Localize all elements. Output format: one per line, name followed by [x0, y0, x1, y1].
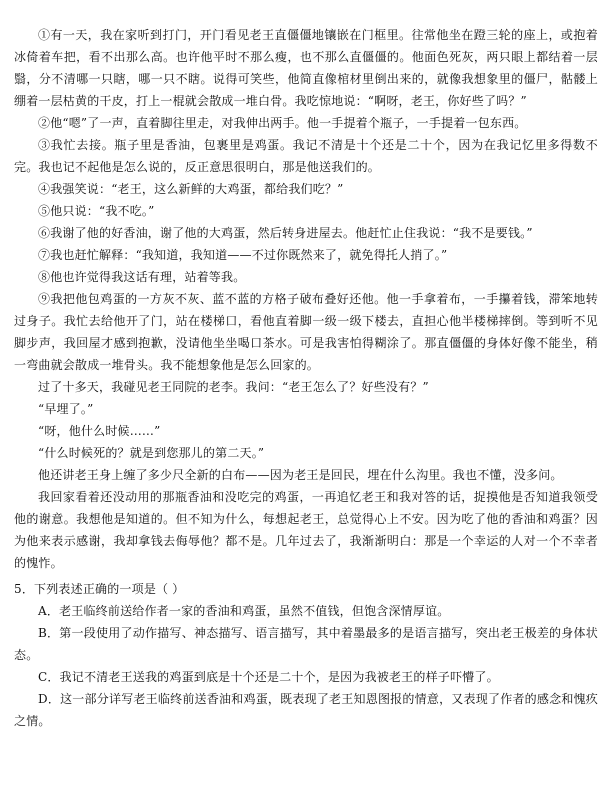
option-a[interactable]: A．老王临终前送给作者一家的香油和鸡蛋，虽然不值钱，但饱含深情厚谊。	[38, 604, 450, 618]
paragraph-6: ⑥我谢了他的好香油，谢了他的大鸡蛋，然后转身进屋去。他赶忙止住我说：“我不是要钱。”	[38, 226, 533, 240]
paragraph-5: ⑤他只说：“我不吃。”	[38, 204, 155, 218]
paragraph-15: 我回家看着还没动用的那瓶香油和没吃完的鸡蛋，一再追忆老王和我对答的话，捉摸他是否知道我领受他的谢意。我想他是知道的。但不知为什么，每想起老王，总觉得心上不安。因为吃了他的香油和鸡蛋？因为他来表示感谢，我却拿钱去侮辱他？都不是。几年过去了，我渐渐明白：那是一个幸运的人对一个不幸者的愧怍。	[14, 490, 598, 570]
reading-passage	[14, 24, 598, 574]
exam-page	[14, 24, 598, 732]
option-d[interactable]: D．这一部分详写老王临终前送香油和鸡蛋，既表现了老王知恩图报的情意，又表现了作者的感念和愧疚之情。	[14, 692, 598, 728]
dialogue-line-2: “呀，他什么时候……”	[38, 424, 161, 438]
paragraph-3: ③我忙去接。瓶子里是香油，包裹里是鸡蛋。我记不清是十个还是二十个，因为在我记忆里多得数不完。我也记不起他是怎么说的，反正意思很明白，那是他送我们的。	[14, 138, 598, 174]
paragraph-14: 他还讲老王身上缠了多少尺全新的白布——因为老王是回民，埋在什么沟里。我也不懂，没多问。	[38, 468, 563, 482]
option-b[interactable]: B．第一段使用了动作描写、神态描写、语言描写，其中着墨最多的是语言描写，突出老王极差的身体状态。	[14, 626, 598, 662]
question-5	[14, 578, 598, 732]
paragraph-7: ⑦我也赶忙解释：“我知道，我知道——不过你既然来了，就免得托人捎了。”	[38, 248, 448, 262]
option-c[interactable]: C．我记不清老王送我的鸡蛋到底是十个还是二十个，是因为我被老王的样子吓懵了。	[38, 670, 499, 684]
paragraph-4: ④我强笑说：“老王，这么新鲜的大鸡蛋，都给我们吃？”	[38, 182, 344, 196]
question-stem: 5．下列表述正确的一项是（ ）	[14, 582, 185, 596]
paragraph-10: 过了十多天，我碰见老王同院的老李。我问：“老王怎么了？好些没有？”	[38, 380, 429, 394]
paragraph-2: ②他“嗯”了一声，直着脚往里走，对我伸出两手。他一手提着个瓶子，一手提着一包东西。	[38, 116, 527, 130]
dialogue-line-3: “什么时候死的？就是到您那儿的第二天。”	[38, 446, 265, 460]
paragraph-1: ①有一天，我在家听到打门，开门看见老王直僵僵地镶嵌在门框里。往常他坐在蹬三轮的座上，或抱着冰倚着车把，看不出那么高。也许他平时不那么瘦，也不那么直僵僵的。他面色死灰，两只眼上都结着一层翳，分不清哪一只瞎，哪一只不瞎。说得可笑些，他简直像棺材里倒出来的，就像我想象里的僵尸，骷髅上绷着一层枯黄的干皮，打上一棍就会散成一堆白骨。我吃惊地说：“啊呀，老王，你好些了吗？”	[14, 28, 598, 108]
paragraph-9: ⑨我把他包鸡蛋的一方灰不灰、蓝不蓝的方格子破布叠好还他。他一手拿着布，一手攥着钱，滞笨地转过身子。我忙去给他开了门，站在楼梯口，看他直着脚一级一级下楼去，直担心他半楼梯摔倒。等到听不见脚步声，我回屋才感到抱歉，没请他坐坐喝口茶水。可是我害怕得糊涂了。那直僵僵的身体好像不能坐，稍一弯曲就会散成一堆骨头。我不能想象他是怎么回家的。	[14, 292, 598, 372]
dialogue-line-1: “早埋了。”	[38, 402, 94, 416]
paragraph-8: ⑧他也许觉得我这话有理，站着等我。	[38, 270, 246, 284]
